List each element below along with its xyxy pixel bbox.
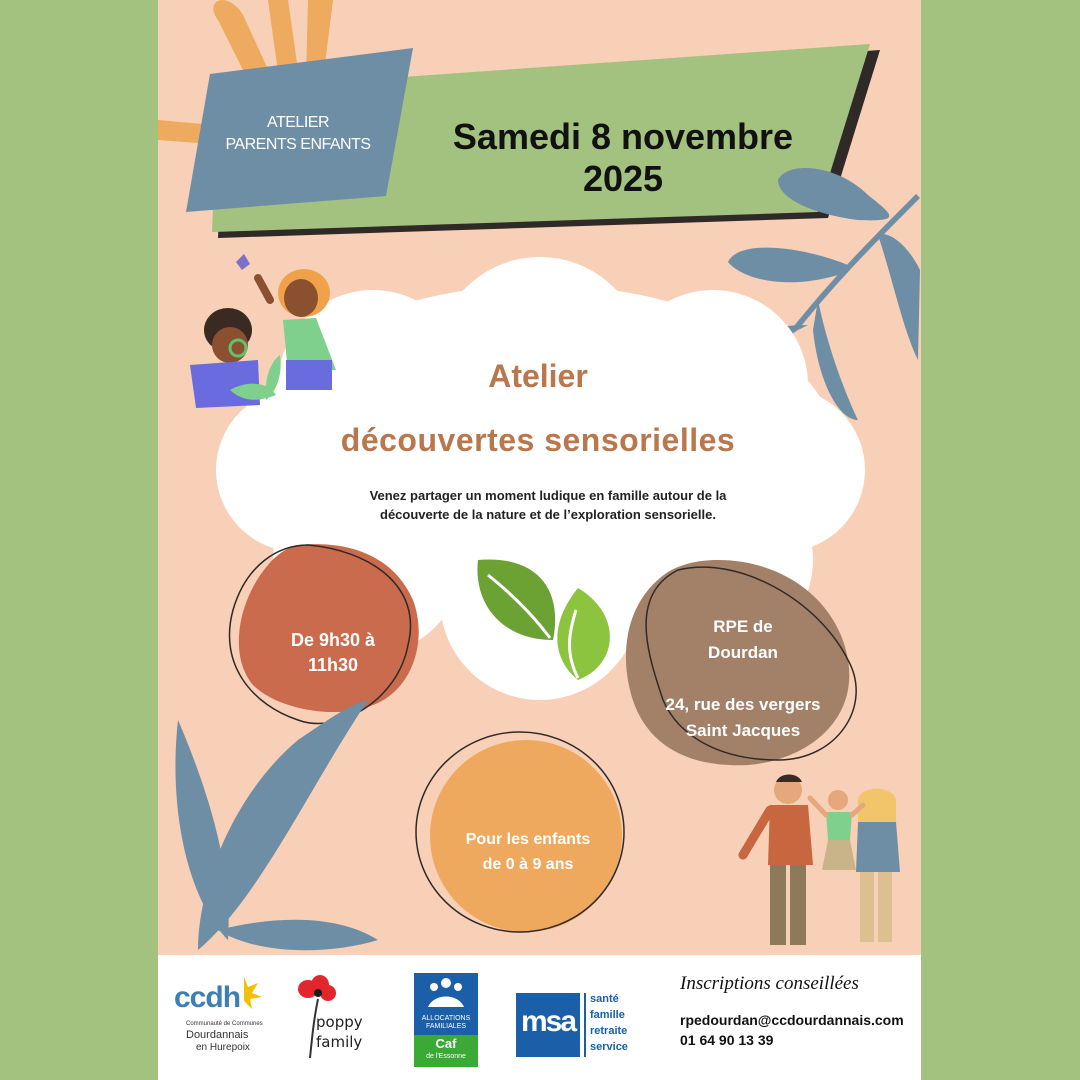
ccdh-name2: en Hurepoix <box>196 1042 250 1053</box>
msa-logo <box>516 993 638 1057</box>
msa-word4: service <box>590 1041 628 1053</box>
ccdh-logo <box>172 973 272 1068</box>
caf-line2: FAMILIALES <box>425 1023 467 1030</box>
age-line1: Pour les enfants <box>465 831 591 848</box>
family-illustration <box>743 775 900 946</box>
intro-line1: Venez partager un moment ludique en famille autour de la <box>369 488 727 503</box>
caf-line4: de l'Essonne <box>426 1053 466 1060</box>
leaf-bottom-left <box>175 700 378 950</box>
location-text <box>628 614 858 744</box>
msa-word3: retraite <box>590 1025 628 1037</box>
signup-note: Inscriptions conseillées <box>680 973 859 994</box>
poppy-line1: poppy <box>316 1013 363 1031</box>
caf-logo <box>414 973 478 1067</box>
contact-email[interactable]: rpedourdan@ccdourdannais.com <box>680 1012 904 1028</box>
ccdh-name1: Dourdannais <box>186 1029 249 1041</box>
workshop-tag <box>198 112 398 156</box>
footer <box>158 955 921 1080</box>
workshop-tag-line1: ATELIER <box>267 114 329 131</box>
location-line3: 24, rue des vergers <box>665 695 821 714</box>
ccdh-small: Communauté de Communes <box>186 1021 263 1027</box>
msa-word2: famille <box>590 1009 625 1021</box>
caf-line3: Caf <box>435 1036 457 1051</box>
workshop-tag-line2: PARENTS ENFANTS <box>225 136 371 153</box>
poppy-family-logo <box>290 973 385 1068</box>
location-line2: Dourdan <box>708 643 778 662</box>
contact-phone[interactable]: 01 64 90 13 39 <box>680 1032 774 1048</box>
location-line1: RPE de <box>713 617 773 636</box>
time-text <box>248 628 418 678</box>
caf-family-icon <box>414 973 478 1013</box>
msa-mark: msa <box>520 1005 576 1038</box>
ccdh-mark: ccdh <box>174 981 241 1014</box>
poppy-line2: family <box>316 1033 363 1051</box>
time-line2: 11h30 <box>307 655 359 675</box>
title-line2: découvertes sensorielles <box>340 422 736 458</box>
location-line4: Saint Jacques <box>685 721 801 740</box>
event-date-line2: 2025 <box>582 158 664 199</box>
age-text <box>428 827 628 877</box>
event-date-line1: Samedi 8 novembre <box>452 116 794 157</box>
title-line1: Atelier <box>488 358 588 394</box>
msa-divider <box>584 993 586 1057</box>
intro-text <box>298 486 798 524</box>
intro-line2: découverte de la nature et de l’exploration sensorielle. <box>380 507 716 522</box>
event-date <box>413 116 833 200</box>
msa-word1: santé <box>590 993 619 1005</box>
caf-line1: ALLOCATIONS <box>421 1015 471 1022</box>
time-line1: De 9h30 à <box>290 630 376 650</box>
event-title <box>218 358 858 458</box>
location-spacer <box>628 666 858 692</box>
age-line2: de 0 à 9 ans <box>482 856 574 873</box>
poster <box>158 0 921 1080</box>
